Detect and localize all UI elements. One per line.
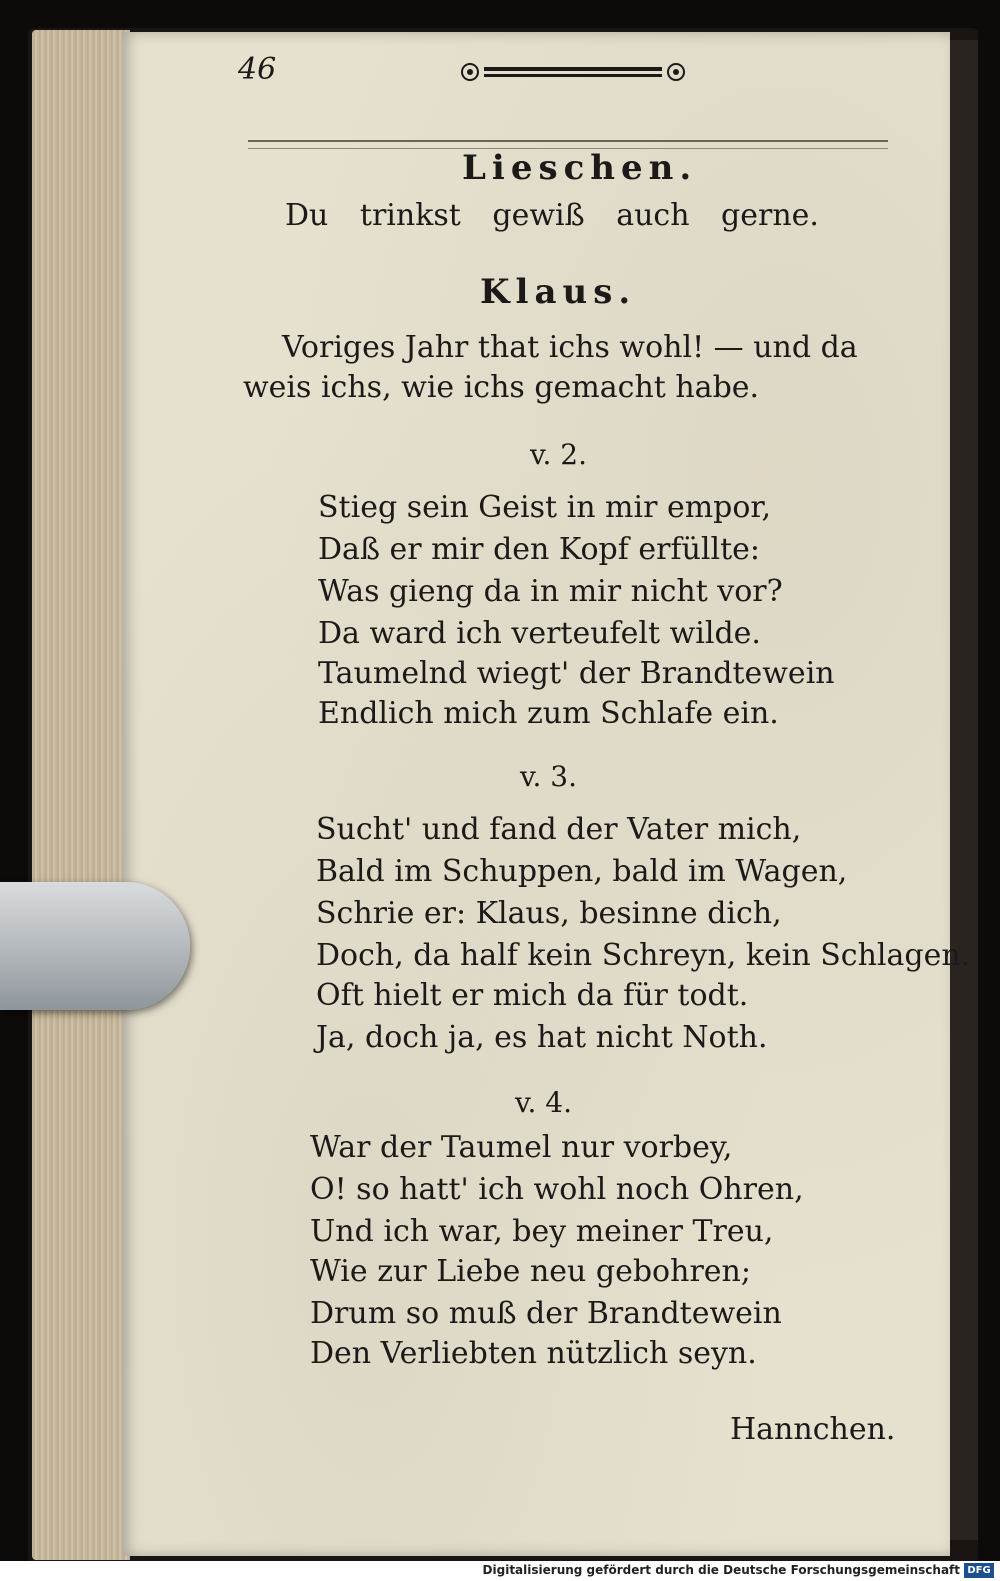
- verse-label: v. 3.: [520, 760, 578, 793]
- verse-line: Den Verliebten nützlich seyn.: [310, 1336, 757, 1371]
- dialogue-line: Du trinkst gewiß auch gerne.: [285, 198, 819, 233]
- verse-line: Da ward ich verteufelt wilde.: [318, 616, 761, 651]
- verse-label: v. 4.: [515, 1086, 573, 1119]
- verse-line: O! so hatt' ich wohl noch Ohren,: [310, 1172, 804, 1207]
- verse-line: Was gieng da in mir nicht vor?: [318, 574, 783, 609]
- verse-label: v. 2.: [530, 438, 588, 471]
- verse-line: Schrie er: Klaus, besinne dich,: [316, 896, 782, 931]
- verse-line: Taumelnd wiegt' der Brandtewein: [318, 656, 835, 691]
- dfg-logo-icon: DFG: [964, 1563, 994, 1578]
- verse-line: Bald im Schuppen, bald im Wagen,: [316, 854, 848, 889]
- ornament-rule-icon: [458, 60, 688, 84]
- verse-line: Doch, da half kein Schreyn, kein Schlagen.: [316, 938, 971, 973]
- funding-credit: Digitalisierung gefördert durch die Deutsche Forschungsgemeinschaft: [482, 1563, 960, 1577]
- catchword: Hannchen.: [730, 1412, 896, 1447]
- verse-line: Endlich mich zum Schlafe ein.: [318, 696, 779, 731]
- page-edges: [32, 30, 130, 1560]
- verse-line: Ja, doch ja, es hat nicht Noth.: [316, 1020, 768, 1055]
- speaker-lieschen: Lieschen.: [462, 148, 698, 188]
- verse-line: Wie zur Liebe neu gebohren;: [310, 1254, 751, 1289]
- footer-bar: [0, 1561, 1000, 1581]
- verse-line: Stieg sein Geist in mir empor,: [318, 490, 772, 525]
- page-holder-clip: [0, 882, 190, 1010]
- verse-line: Sucht' und fand der Vater mich,: [316, 812, 802, 847]
- page-number: 46: [238, 52, 277, 87]
- speaker-klaus: Klaus.: [480, 272, 637, 312]
- dialogue-line: weis ichs, wie ichs gemacht habe.: [243, 370, 760, 405]
- verse-line: War der Taumel nur vorbey,: [310, 1130, 733, 1165]
- verse-line: Oft hielt er mich da für todt.: [316, 978, 749, 1013]
- verse-line: Drum so muß der Brandtewein: [310, 1296, 782, 1331]
- verse-line: Und ich war, bey meiner Treu,: [310, 1214, 774, 1249]
- verse-line: Daß er mir den Kopf erfüllte:: [318, 532, 761, 567]
- dialogue-line: Voriges Jahr that ichs wohl! — und da: [282, 330, 858, 365]
- binding-shadow: [950, 40, 978, 1540]
